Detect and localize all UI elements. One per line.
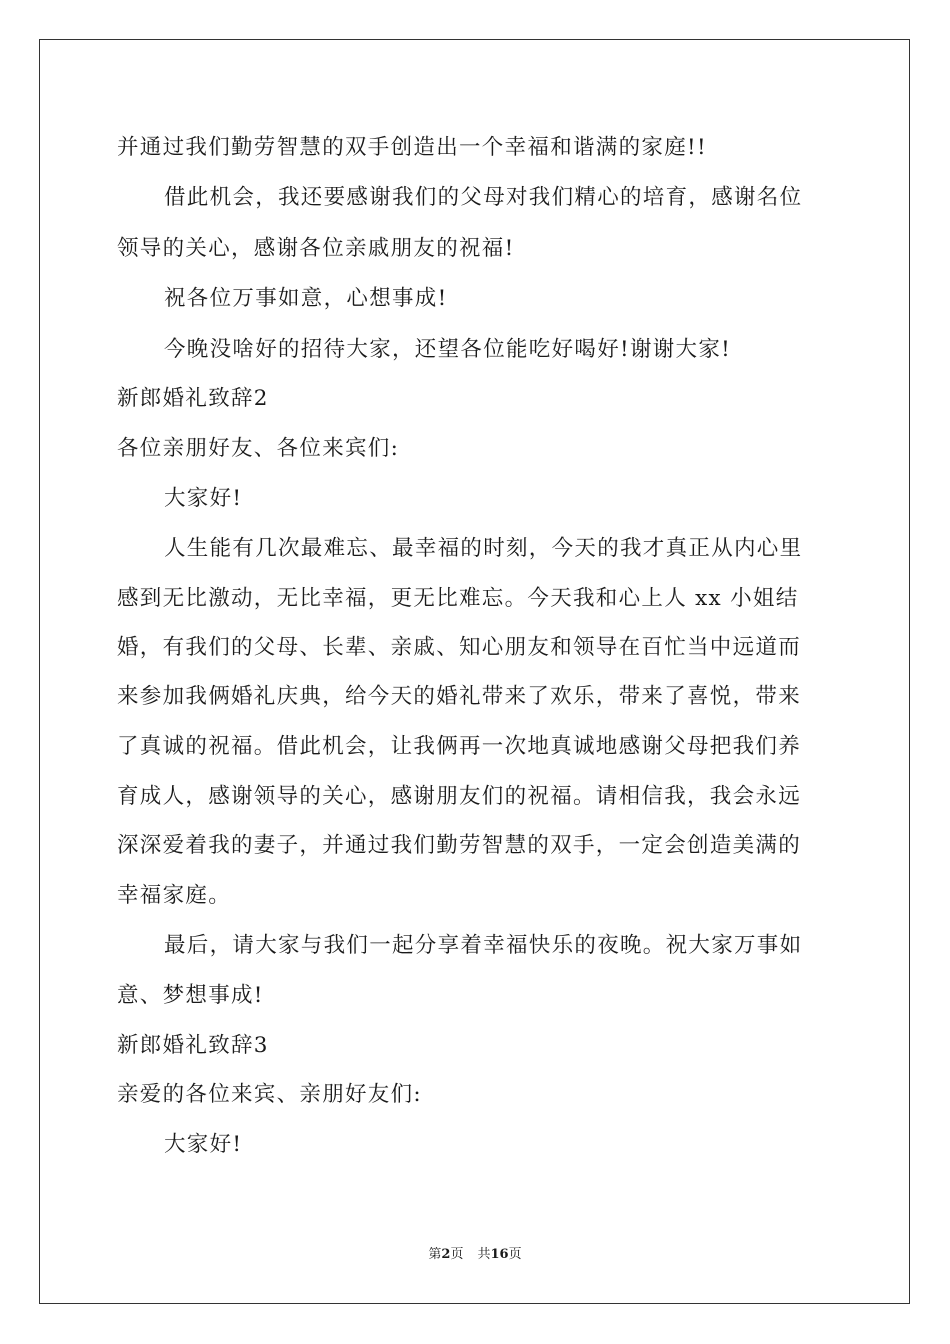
- greeting: 大家好!: [164, 486, 243, 511]
- page-suffix: 页: [450, 1247, 464, 1262]
- text-line: 了真诚的祝福。借此机会，让我俩再一次地真诚地感谢父母把我们养: [117, 734, 802, 759]
- text-line: 今晚没啥好的招待大家，还望各位能吃好喝好!谢谢大家!: [164, 337, 732, 362]
- page-prefix: 第: [428, 1247, 442, 1262]
- text-line: 人生能有几次最难忘、最幸福的时刻，今天的我才真正从内心里: [164, 536, 803, 561]
- text-line: 祝各位万事如意，心想事成!: [164, 286, 448, 311]
- text-line: 领导的关心，感谢各位亲戚朋友的祝福!: [117, 236, 515, 261]
- text-line: 幸福家庭。: [117, 883, 232, 908]
- text-line: 婚，有我们的父母、长辈、亲戚、知心朋友和领导在百忙当中远道而: [117, 635, 802, 660]
- section-heading: 新郎婚礼致辞2: [117, 386, 269, 411]
- salutation: 各位亲朋好友、各位来宾们:: [117, 436, 400, 461]
- text-line: 感到无比激动，无比幸福，更无比难忘。今天我和心上人 xx 小姐结: [117, 586, 799, 611]
- page-footer: [0, 1247, 950, 1263]
- text-line: 并通过我们勤劳智慧的双手创造出一个幸福和谐满的家庭!!: [117, 135, 707, 160]
- total-suffix: 页: [508, 1247, 522, 1262]
- page-border: [39, 39, 910, 1304]
- text-line: 来参加我俩婚礼庆典，给今天的婚礼带来了欢乐，带来了喜悦，带来: [117, 684, 802, 709]
- total-prefix: 共: [477, 1247, 491, 1262]
- text-line: 借此机会，我还要感谢我们的父母对我们精心的培育，感谢名位: [164, 185, 803, 210]
- text-line: 意、梦想事成!: [117, 983, 264, 1008]
- greeting: 大家好!: [164, 1132, 243, 1157]
- page-number: 2: [441, 1247, 451, 1262]
- text-line: 深深爱着我的妻子，并通过我们勤劳智慧的双手，一定会创造美满的: [117, 833, 802, 858]
- text-line: 育成人，感谢领导的关心，感谢朋友们的祝福。请相信我，我会永远: [117, 784, 802, 809]
- section-heading: 新郎婚礼致辞3: [117, 1033, 269, 1058]
- salutation: 亲爱的各位来宾、亲朋好友们:: [117, 1082, 422, 1107]
- text-line: 最后，请大家与我们一起分享着幸福快乐的夜晚。祝大家万事如: [164, 933, 803, 958]
- total-pages: 16: [490, 1247, 509, 1262]
